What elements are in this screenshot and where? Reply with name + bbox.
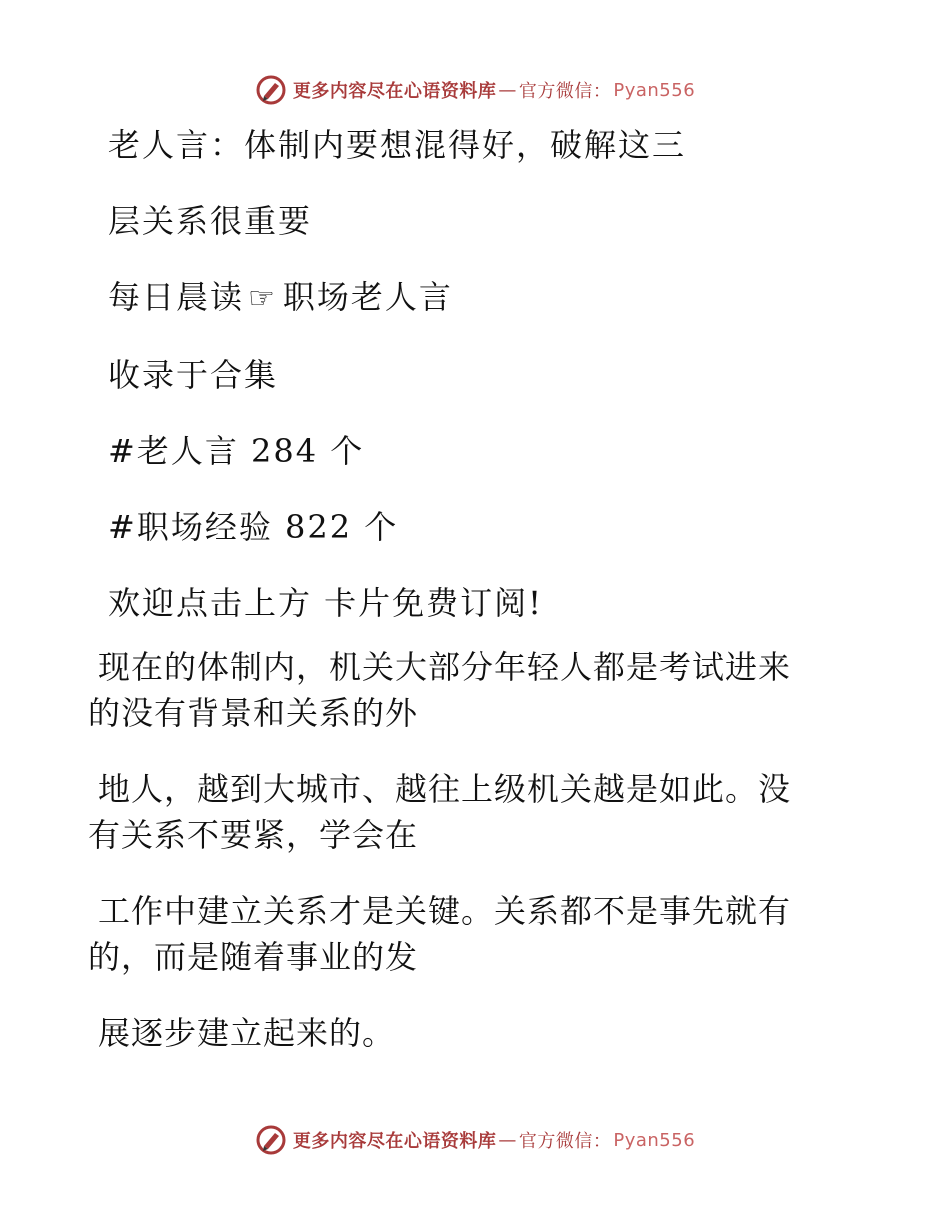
tag-zhichang-jingyan[interactable]: #职场经验 822 个 <box>108 508 399 546</box>
tag-laorenyan[interactable]: #老人言 284 个 <box>108 432 365 470</box>
watermark-label: 官方微信： <box>518 81 612 102</box>
paragraph-1 <box>88 644 838 736</box>
article-title-line-2: 层关系很重要 <box>108 202 313 240</box>
pointing-hand-icon: ☞ <box>248 281 277 316</box>
footer-watermark <box>0 1120 950 1160</box>
article-body <box>88 122 838 1072</box>
paragraph-4 <box>88 1010 838 1056</box>
paragraph-4-line-1: 展逐步建立起来的。 <box>98 1014 396 1052</box>
paragraph-3-line-1: 工作中建立关系才是关键。关系都不是事先就有 <box>98 892 792 930</box>
series-prefix: 每日晨读 <box>108 278 245 316</box>
watermark-label: 官方微信： <box>518 1131 612 1152</box>
series-name[interactable]: 职场老人言 <box>282 278 453 316</box>
subscribe-prompt: 欢迎点击上方 卡片免费订阅! <box>108 584 544 622</box>
watermark-dash: — <box>498 1129 517 1151</box>
series-line[interactable] <box>98 274 838 322</box>
watermark-wechat-id: Pyan556 <box>613 1129 696 1151</box>
watermark-dash: — <box>498 79 517 101</box>
watermark-main-text: 更多内容尽在心语资料库 <box>292 1131 497 1152</box>
paragraph-3 <box>88 888 838 980</box>
pen-seal-logo-icon <box>255 1124 287 1156</box>
paragraph-2-line-1: 地人，越到大城市、越往上级机关越是如此。没 <box>98 770 792 808</box>
pen-seal-logo-icon <box>255 74 287 106</box>
paragraph-2 <box>88 766 838 858</box>
watermark-main-text: 更多内容尽在心语资料库 <box>292 81 497 102</box>
article-title-line-1: 老人言：体制内要想混得好，破解这三 <box>108 126 687 164</box>
paragraph-2-line-2: 有关系不要紧，学会在 <box>88 816 419 854</box>
paragraph-3-line-2: 的，而是随着事业的发 <box>88 938 419 976</box>
watermark-wechat-id: Pyan556 <box>613 79 696 101</box>
paragraph-1-line-1: 现在的体制内，机关大部分年轻人都是考试进来 <box>98 648 792 686</box>
header-watermark <box>0 70 950 110</box>
collection-label: 收录于合集 <box>108 356 279 394</box>
paragraph-1-line-2: 的没有背景和关系的外 <box>88 694 419 732</box>
